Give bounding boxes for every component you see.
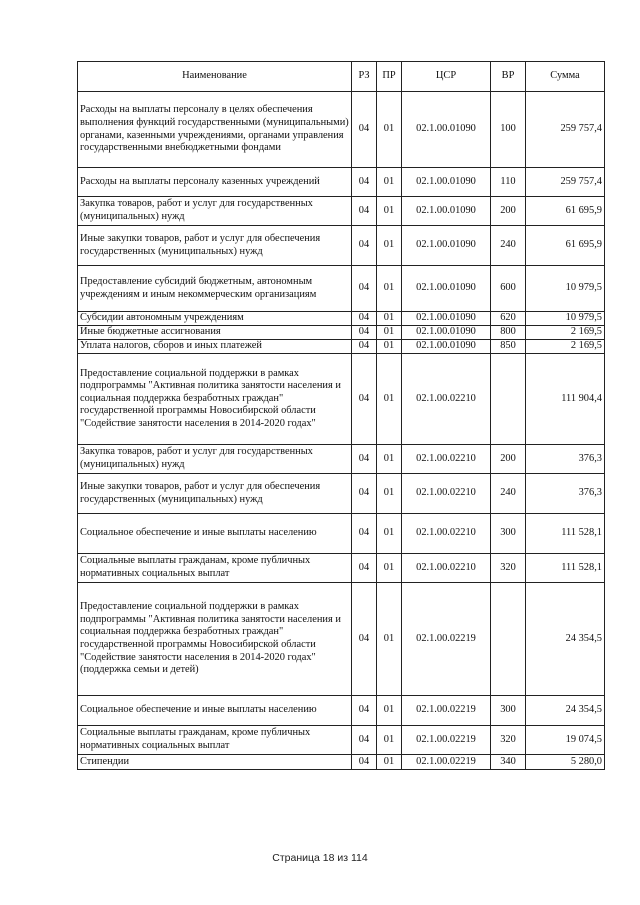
row-pr: 01 [377, 266, 402, 312]
row-rz: 04 [352, 168, 377, 197]
row-csr: 02.1.00.01090 [402, 226, 491, 266]
row-pr: 01 [377, 168, 402, 197]
row-rz: 04 [352, 514, 377, 554]
row-name: Предоставление социальной поддержки в рамках подпрограммы "Активная политика занятости населения и социальная поддержка безработных граждан" государственной программы Новосибирской области "Содействие занятости населения в 2014-2020 годах" [78, 354, 352, 445]
row-rz: 04 [352, 312, 377, 326]
row-pr: 01 [377, 197, 402, 226]
row-name: Закупка товаров, работ и услуг для государственных (муниципальных) нужд [78, 197, 352, 226]
row-sum: 2 169,5 [526, 326, 605, 340]
row-sum: 376,3 [526, 474, 605, 514]
table-body [78, 92, 605, 770]
row-sum: 259 757,4 [526, 168, 605, 197]
page-number: Страница 18 из 114 [272, 852, 368, 864]
row-sum: 19 074,5 [526, 726, 605, 755]
row-vr [491, 583, 526, 696]
row-csr: 02.1.00.01090 [402, 326, 491, 340]
row-name: Уплата налогов, сборов и иных платежей [78, 340, 352, 354]
table-row [78, 92, 605, 168]
row-vr: 620 [491, 312, 526, 326]
row-vr: 200 [491, 197, 526, 226]
row-vr: 240 [491, 226, 526, 266]
row-rz: 04 [352, 92, 377, 168]
table-row [78, 755, 605, 770]
row-rz: 04 [352, 583, 377, 696]
row-rz: 04 [352, 226, 377, 266]
row-name: Расходы на выплаты персоналу казенных учреждений [78, 168, 352, 197]
row-pr: 01 [377, 354, 402, 445]
row-name: Иные бюджетные ассигнования [78, 326, 352, 340]
row-sum: 2 169,5 [526, 340, 605, 354]
row-name: Социальные выплаты гражданам, кроме публичных нормативных социальных выплат [78, 554, 352, 583]
column-header-sum: Сумма [526, 62, 605, 92]
row-rz: 04 [352, 340, 377, 354]
row-csr: 02.1.00.01090 [402, 168, 491, 197]
row-pr: 01 [377, 92, 402, 168]
row-vr: 320 [491, 554, 526, 583]
table-row [78, 583, 605, 696]
row-csr: 02.1.00.02210 [402, 474, 491, 514]
row-rz: 04 [352, 755, 377, 770]
row-name: Предоставление субсидий бюджетным, автономным учреждениям и иным некоммерческим организациям [78, 266, 352, 312]
table-row [78, 354, 605, 445]
row-vr: 340 [491, 755, 526, 770]
row-name: Предоставление социальной поддержки в рамках подпрограммы "Активная политика занятости населения и социальная поддержка безработных граждан" государственной программы Новосибирской области "Содействие занятости населения в 2014-2020 годах" (поддержка семьи и детей) [78, 583, 352, 696]
row-sum: 10 979,5 [526, 266, 605, 312]
row-pr: 01 [377, 726, 402, 755]
row-name: Социальное обеспечение и иные выплаты населению [78, 696, 352, 726]
table-row [78, 696, 605, 726]
table-row [78, 474, 605, 514]
row-pr: 01 [377, 474, 402, 514]
row-rz: 04 [352, 326, 377, 340]
row-vr: 800 [491, 326, 526, 340]
row-csr: 02.1.00.02219 [402, 755, 491, 770]
row-rz: 04 [352, 554, 377, 583]
row-sum: 61 695,9 [526, 226, 605, 266]
row-sum: 61 695,9 [526, 197, 605, 226]
row-sum: 111 904,4 [526, 354, 605, 445]
row-pr: 01 [377, 226, 402, 266]
row-vr [491, 354, 526, 445]
row-csr: 02.1.00.01090 [402, 312, 491, 326]
row-name: Социальные выплаты гражданам, кроме публичных нормативных социальных выплат [78, 726, 352, 755]
row-pr: 01 [377, 554, 402, 583]
column-header-rz: РЗ [352, 62, 377, 92]
row-csr: 02.1.00.02210 [402, 554, 491, 583]
row-csr: 02.1.00.01090 [402, 92, 491, 168]
row-rz: 04 [352, 445, 377, 474]
row-sum: 259 757,4 [526, 92, 605, 168]
row-name: Иные закупки товаров, работ и услуг для обеспечения государственных (муниципальных) нужд [78, 226, 352, 266]
row-sum: 24 354,5 [526, 583, 605, 696]
row-pr: 01 [377, 583, 402, 696]
row-sum: 111 528,1 [526, 514, 605, 554]
row-csr: 02.1.00.01090 [402, 340, 491, 354]
row-name: Закупка товаров, работ и услуг для государственных (муниципальных) нужд [78, 445, 352, 474]
row-csr: 02.1.00.02219 [402, 583, 491, 696]
row-rz: 04 [352, 474, 377, 514]
column-header-name: Наименование [78, 62, 352, 92]
row-pr: 01 [377, 326, 402, 340]
row-rz: 04 [352, 266, 377, 312]
row-csr: 02.1.00.01090 [402, 197, 491, 226]
table-row [78, 226, 605, 266]
row-vr: 320 [491, 726, 526, 755]
table-row [78, 312, 605, 326]
row-rz: 04 [352, 354, 377, 445]
row-vr: 850 [491, 340, 526, 354]
row-csr: 02.1.00.01090 [402, 266, 491, 312]
row-pr: 01 [377, 340, 402, 354]
table-row [78, 514, 605, 554]
row-sum: 5 280,0 [526, 755, 605, 770]
column-header-csr: ЦСР [402, 62, 491, 92]
row-sum: 376,3 [526, 445, 605, 474]
row-pr: 01 [377, 445, 402, 474]
row-rz: 04 [352, 696, 377, 726]
row-sum: 10 979,5 [526, 312, 605, 326]
row-pr: 01 [377, 514, 402, 554]
column-header-vr: ВР [491, 62, 526, 92]
row-vr: 100 [491, 92, 526, 168]
table-row [78, 266, 605, 312]
table-row [78, 445, 605, 474]
row-vr: 300 [491, 514, 526, 554]
row-vr: 600 [491, 266, 526, 312]
row-name: Стипендии [78, 755, 352, 770]
row-pr: 01 [377, 755, 402, 770]
column-header-pr: ПР [377, 62, 402, 92]
table-row [78, 326, 605, 340]
row-vr: 300 [491, 696, 526, 726]
row-sum: 111 528,1 [526, 554, 605, 583]
budget-table [77, 61, 605, 770]
table-row [78, 340, 605, 354]
table-row [78, 168, 605, 197]
row-name: Субсидии автономным учреждениям [78, 312, 352, 326]
row-csr: 02.1.00.02210 [402, 445, 491, 474]
row-vr: 110 [491, 168, 526, 197]
table-header-row [78, 62, 605, 92]
row-rz: 04 [352, 197, 377, 226]
row-pr: 01 [377, 312, 402, 326]
row-vr: 240 [491, 474, 526, 514]
table-row [78, 197, 605, 226]
row-csr: 02.1.00.02219 [402, 696, 491, 726]
row-name: Иные закупки товаров, работ и услуг для обеспечения государственных (муниципальных) нужд [78, 474, 352, 514]
row-pr: 01 [377, 696, 402, 726]
row-vr: 200 [491, 445, 526, 474]
row-rz: 04 [352, 726, 377, 755]
row-name: Расходы на выплаты персоналу в целях обеспечения выполнения функций государственными (муниципальными) органами, казенными учреждениями, органами управления государственными внебюджетными фондами [78, 92, 352, 168]
table-row [78, 726, 605, 755]
table-row [78, 554, 605, 583]
row-sum: 24 354,5 [526, 696, 605, 726]
row-csr: 02.1.00.02210 [402, 354, 491, 445]
row-csr: 02.1.00.02210 [402, 514, 491, 554]
row-csr: 02.1.00.02219 [402, 726, 491, 755]
row-name: Социальное обеспечение и иные выплаты населению [78, 514, 352, 554]
